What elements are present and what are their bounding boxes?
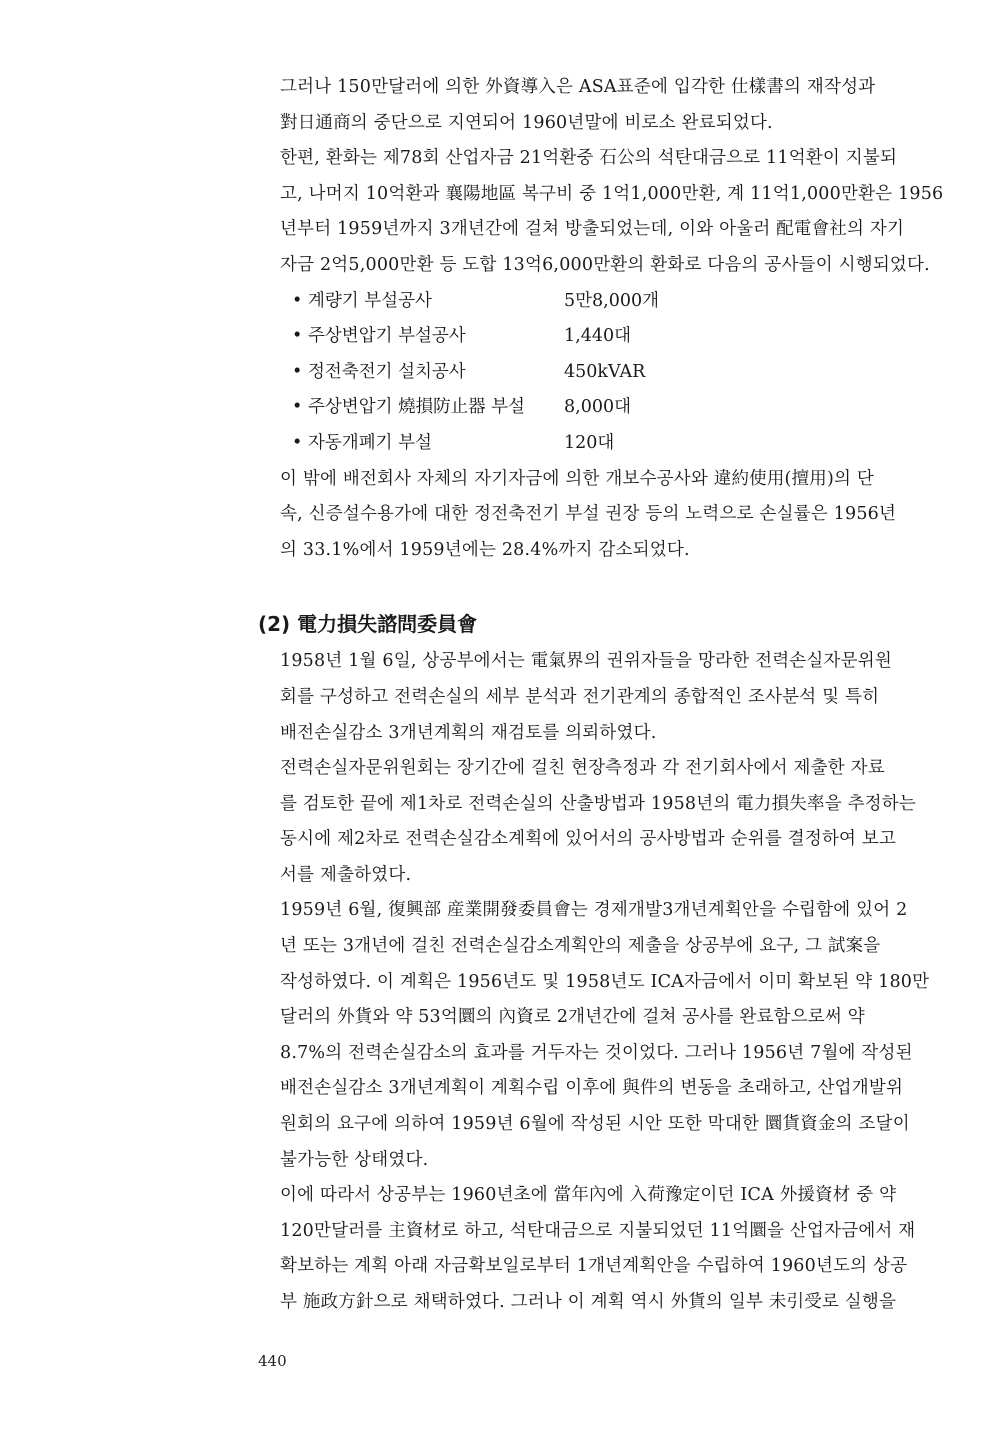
text-line: 고, 나머지 10억환과 襄陽地區 복구비 중 1억1,000만환, 계 11억1,000만환은 1956 <box>280 183 944 204</box>
paragraph-committee-report <box>258 751 918 893</box>
bullet-icon: • <box>292 432 303 453</box>
section-spacer <box>258 568 918 604</box>
text-line: 1958년 1월 6일, 상공부에서는 電氣界의 권위자들을 망라한 전력손실자문위원 <box>280 651 892 672</box>
text-line: 이에 따라서 상공부는 1960년초에 當年內에 入荷豫定이던 ICA 外援資材 중 약 <box>280 1185 897 1206</box>
bullet-icon: • <box>292 326 303 347</box>
text-line: 120만달러를 主資材로 하고, 석탄대금으로 지불되었던 11억圜을 산업자금에서 재 <box>280 1220 916 1241</box>
list-item <box>258 284 918 320</box>
item-quantity: 5만8,000개 <box>564 290 660 311</box>
text-line: 對日通商의 중단으로 지연되어 1960년말에 비로소 완료되었다. <box>280 112 773 133</box>
list-item <box>258 319 918 355</box>
text-line: 작성하였다. 이 계획은 1956년도 및 1958년도 ICA자금에서 이미 확보된 약 180만 <box>280 971 930 992</box>
page-number: 440 <box>258 1352 287 1370</box>
item-quantity: 450kVAR <box>564 361 646 382</box>
item-name: 계량기 부설공사 <box>308 290 432 311</box>
text-line: 년 또는 3개년에 걸친 전력손실감소계획안의 제출을 상공부에 요구, 그 試案을 <box>280 936 881 957</box>
section-title: (2) 電力損失諮問委員會 <box>258 612 478 637</box>
paragraph-committee-formation <box>258 644 918 751</box>
text-line: 원회의 요구에 의하여 1959년 6월에 작성된 시안 또한 막대한 圜貨資金의 조달이 <box>280 1114 910 1135</box>
item-quantity: 1,440대 <box>564 326 632 347</box>
item-quantity: 8,000대 <box>564 397 632 418</box>
bullet-icon: • <box>292 361 303 382</box>
item-name: 자동개폐기 부설 <box>308 432 432 453</box>
text-line: 배전손실감소 3개년계획의 재검토를 의뢰하였다. <box>280 722 657 743</box>
text-line: 서를 제출하였다. <box>280 864 412 885</box>
text-line: 1959년 6월, 復興部 産業開發委員會는 경제개발3개년계획안을 수립함에 있어 2 <box>280 900 908 921</box>
item-name: 주상변압기 燒損防止器 부설 <box>308 397 525 418</box>
list-item <box>258 355 918 391</box>
paragraph-loss-rate <box>258 462 918 569</box>
text-line: 확보하는 계획 아래 자금확보일로부터 1개년계획안을 수립하여 1960년도의 상공 <box>280 1256 908 1277</box>
list-item <box>258 426 918 462</box>
text-line: 회를 구성하고 전력손실의 세부 분석과 전기관계의 종합적인 조사분석 및 특히 <box>280 686 880 707</box>
text-line: 배전손실감소 3개년계획이 계획수립 이후에 與件의 변동을 초래하고, 산업개발위 <box>280 1078 904 1099</box>
text-line: 년부터 1959년까지 3개년간에 걸쳐 방출되었는데, 이와 아울러 配電會社의 자기 <box>280 219 905 240</box>
paragraph-ministry-plan <box>258 1178 918 1320</box>
text-line: 이 밖에 배전회사 자체의 자기자금에 의한 개보수공사와 違約使用(擅用)의 단 <box>280 468 874 489</box>
item-name: 정전축전기 설치공사 <box>308 361 466 382</box>
text-line: 속, 신증설수용가에 대한 정전축전기 부설 권장 등의 노력으로 손실률은 1956년 <box>280 504 897 525</box>
paragraph-reconstruction-plan <box>258 893 930 1178</box>
text-line: 전력손실자문위원회는 장기간에 걸친 현장측정과 각 전기회사에서 제출한 자료 <box>280 758 885 779</box>
paragraph-hwan-funds <box>258 141 944 283</box>
paragraph-foreign-capital <box>258 70 918 141</box>
text-line: 를 검토한 끝에 제1차로 전력손실의 산출방법과 1958년의 電力損失率을 추정하는 <box>280 793 916 814</box>
bullet-icon: • <box>292 397 303 418</box>
text-line: 동시에 제2차로 전력손실감소계획에 있어서의 공사방법과 순위를 결정하여 보고 <box>280 829 897 850</box>
text-line: 불가능한 상태였다. <box>280 1149 429 1170</box>
text-line: 부 施政方針으로 채택하였다. 그러나 이 계획 역시 外貨의 일부 未引受로 실행을 <box>280 1292 897 1312</box>
item-name: 주상변압기 부설공사 <box>308 326 466 347</box>
text-line: 달러의 外貨와 약 53억圜의 內資로 2개년간에 걸쳐 공사를 완료함으로써 약 <box>280 1007 865 1028</box>
text-line: 8.7%의 전력손실감소의 효과를 거두자는 것이었다. 그러나 1956년 7월에 작성된 <box>280 1042 913 1063</box>
text-line: 의 33.1%에서 1959년에는 28.4%까지 감소되었다. <box>280 539 690 560</box>
bullet-icon: • <box>292 290 303 311</box>
text-line: 한편, 환화는 제78회 산업자금 21억환중 石公의 석탄대금으로 11억환이 지불되 <box>280 148 898 169</box>
list-item <box>258 390 918 426</box>
item-quantity: 120대 <box>564 432 615 453</box>
document-body <box>258 70 944 1321</box>
construction-item-list <box>258 284 918 462</box>
text-line: 자금 2억5,000만환 등 도합 13억6,000만환의 환화로 다음의 공사들이 시행되었다. <box>280 254 930 275</box>
text-line: 그러나 150만달러에 의한 外資導入은 ASA표준에 입각한 仕樣書의 재작성과 <box>280 77 876 97</box>
